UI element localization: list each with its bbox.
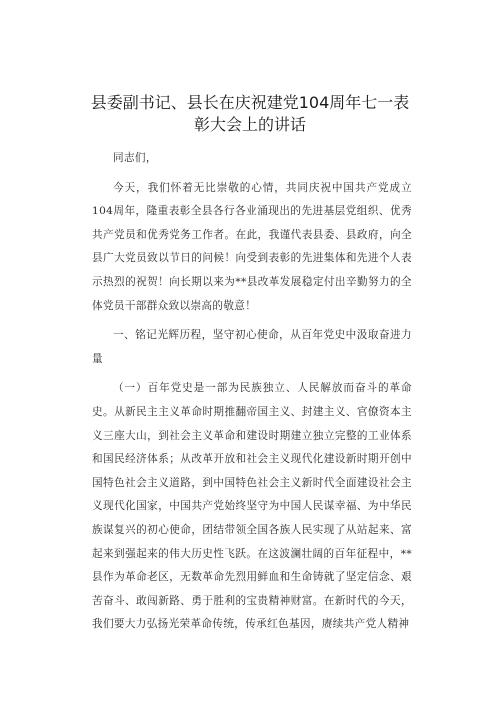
document-body [92,147,412,637]
paragraph-opening: 今天，我们怀着无比崇敬的心情，共同庆祝中国共产党成立104周年，隆重表彰全县各行各业涌现出的先进基层党组织、优秀共产党员和优秀党务工作者。在此，我谨代表县委、县政府，向全县广大党员致以节日的问候！向受到表彰的先进集体和先进个人表示热烈的祝贺！向长期以来为**县改革发展稳定付出辛勤努力的全体党员干部群众致以崇高的敬意！ [92,181,412,312]
title-line-2: 彰大会上的讲话 [193,115,306,134]
paragraph-section-1-1: （一）百年党史是一部为民族独立、人民解放而奋斗的革命史。从新民主主义革命时期推翻帝国主义、封建主义、官僚资本主义三座大山，到社会主义革命和建设时期建立独立完整的工业体系和国民经济体系；从改革开放和社会主义现代化建设新时期开创中国特色社会主义道路，到中国特色社会主义新时代全面建设社会主义现代化国家，中国共产党始终坚守为中国人民谋幸福、为中华民族谋复兴的初心使命，团结带领全国各族人民实现了从站起来、富起来到强起来的伟大历史性飞跃。在这波澜壮阔的百年征程中，**县作为革命老区，无数革命先烈用鲜血和生命铸就了坚定信念、艰苦奋斗、敢闯新路、勇于胜利的宝贵精神财富。在新时代的今天，我们要大力弘扬光荣革命传统，传承红色基因，赓续共产党人精神 [92,382,412,631]
title-line-1: 县委副书记、县长在庆祝建党104周年七一表 [90,93,410,112]
salutation: 同志们， [113,152,157,164]
section-heading-1: 一、铭记光辉历程，坚守初心使命，从百年党史中汲取奋进力量 [92,329,412,365]
document-title [60,92,440,136]
